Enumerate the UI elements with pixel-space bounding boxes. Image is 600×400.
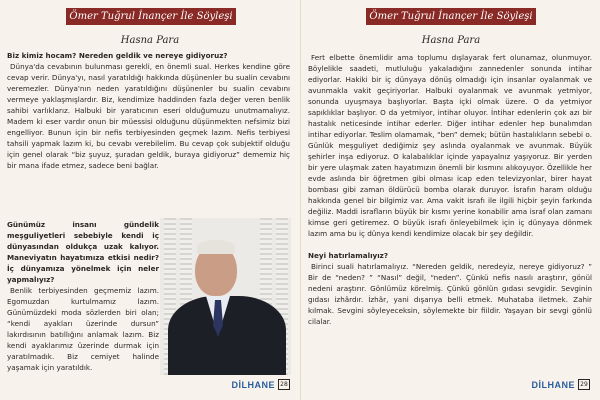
author-subtitle: Hasna Para [421, 35, 481, 46]
publisher-logo [532, 379, 591, 390]
portrait-photo [160, 218, 291, 375]
article-banner: Ömer Tuğrul İnançer İle Söyleşi [366, 8, 536, 25]
question-heading: Neyi hatırlamalıyız? [308, 251, 389, 260]
publisher-logo [232, 379, 291, 390]
answer-paragraph: Benlik terbiyesinden geçmemiz lazım. Egomuzdan kurtulmamız lazım. Günümüzdeki moda sözlerden biri olan; “kendi ayakları üzerinde dursun” lakırdısının batıllığını anlamak lazım. Biz kendi ayaklarımız üzerinde durmak için yaratılmadık. Biz cemiyet halinde yaşamak için yaratıldık. [7, 286, 159, 372]
answer-paragraph: Birinci suali hatırlamalıyız. “Nereden geldik, neredeyiz, nereye gidiyoruz? ” Bir de “neden? ” “Nasıl” değil, “neden”. Çünkü nefis nasılı araştırır, gönül nedeni araştırır. Gönlümüz körelmiş. Çünkü gönlün gıdası sevgidir. Sevginin gıdası izhârdır. İzhâr, yani dışarıya belli etmek. Muhataba iletmek. Zahir kılmak. Sevgini söyleyeceksin, söylemekte bir fiildir. Yaşayan bir sevgi gönlü cilalar. [308, 262, 592, 326]
answer-paragraph: Dünya'da cevabının bulunması gerekli, en önemli sual. Herkes kendine göre cevap verir. Dünya'yı, nasıl yaratıldığı hakkında düşünenler bu sualin cevabını veremezler. Dünya'nın neden yaratıldığını düşünenler bu sualin cevabını vermeye yaklaşmışlardır. Biz, kendimize haddinden fazla değer veren benlik sahibi varlıklarız. Halbuki bir yaratıcının eseri olduğumuzu unutmamalıyız. Madem ki eser vardır onun bir müessisi olduğunu düşünmekten nefsimiz bizi engelliyor. Bunun için bir nefis terbiyesinden geçmek lazım. Nefis terbiyesi tahsili yapmak lazım ki, bu cevabı verebilelim. Bu cevap çok subjektif olduğu için genel olarak “biz şuyuz, şuradan geldik, buraya gidiyoruz” dememiz hiç bir mana ifade etmez, sadece beni bağlar. [7, 62, 290, 170]
author-subtitle: Hasna Para [120, 35, 180, 46]
right-page [300, 0, 600, 400]
brand-name: DİLHANE [531, 379, 575, 390]
page-number: 28 [278, 379, 290, 390]
question-heading: Günümüz insanı gündelik meşguliyetleri sebebiyle kendi iç dünyasından oldukça uzak kalıyor. Maneviyatın hayatımıza etkisi nedir? İç dünyamıza yönelmek için neler yapmalıyız? [7, 220, 159, 284]
page-number: 29 [578, 379, 590, 390]
brand-name: DİLHANE [231, 379, 275, 390]
article-body-top [7, 50, 290, 171]
article-body-bottom [7, 219, 159, 373]
body-paragraph: Fert elbette önemlidir ama toplumu dışlayarak fert olunamaz, olunmuyor. Böylelikle saadeti, mutluluğu yakaladığını zannedenler sonunda intihar ediyorlar. Hakiki bir iç dünyaya dönüş olmadığı için insanlar oyalanmak ve avunmakla vakit geçiriyorlar. Halbuki oyalanmak ve avunmak yetmiyor, sonunda uyuşmaya başlıyorlar. Başta içki olmak üzere. O da yetmiyor sapıklıklar başlıyor. O da yetmiyor, intihar oluyor. İntihar edenlerin çok azı bir hastalık neticesinde intihar ederler. Diğer intihar edenler hep bunalımdan intihar ediyorlar. Teslim olamamak, “ben” demek; bütün hastalıkların sebebi o. Günlük meşguliyet dediğimiz şey aslında oyalanmak ve avunmak. Büyük şehirler inşa ediyoruz. O kalabalıklar içinde yapayalnız yaşıyoruz. Bir yerden bir yere ulaşmak zaten hayatımızın önemli bir kısmını alıkoyuyor. Özellikle her evde aslında bir öğretmen gibi olması icap eden televizyonlar, birer hayat bombası gibi zaman öldürücü bomba olarak duruyor. İsrafın haram olduğu hakkında genel bir bilgimiz var. Ama vakit israfı ile ilgili hiçbir şeyin farkında değiliz. Maddi israfların büyük bir kısmı yerine konabilir ama israf olan zamanı kimse geri getiremez. O büyük israfı önleyebilmek için iç dünyaya dönmek lazım ama bu iç dünya kendi kendimize olacak bir şey değildir. [308, 53, 592, 238]
article-banner: Ömer Tuğrul İnançer İle Söyleşi [66, 8, 236, 25]
question-heading: Biz kimiz hocam? Nereden geldik ve nereye gidiyoruz? [7, 51, 228, 60]
article-body [308, 52, 592, 327]
